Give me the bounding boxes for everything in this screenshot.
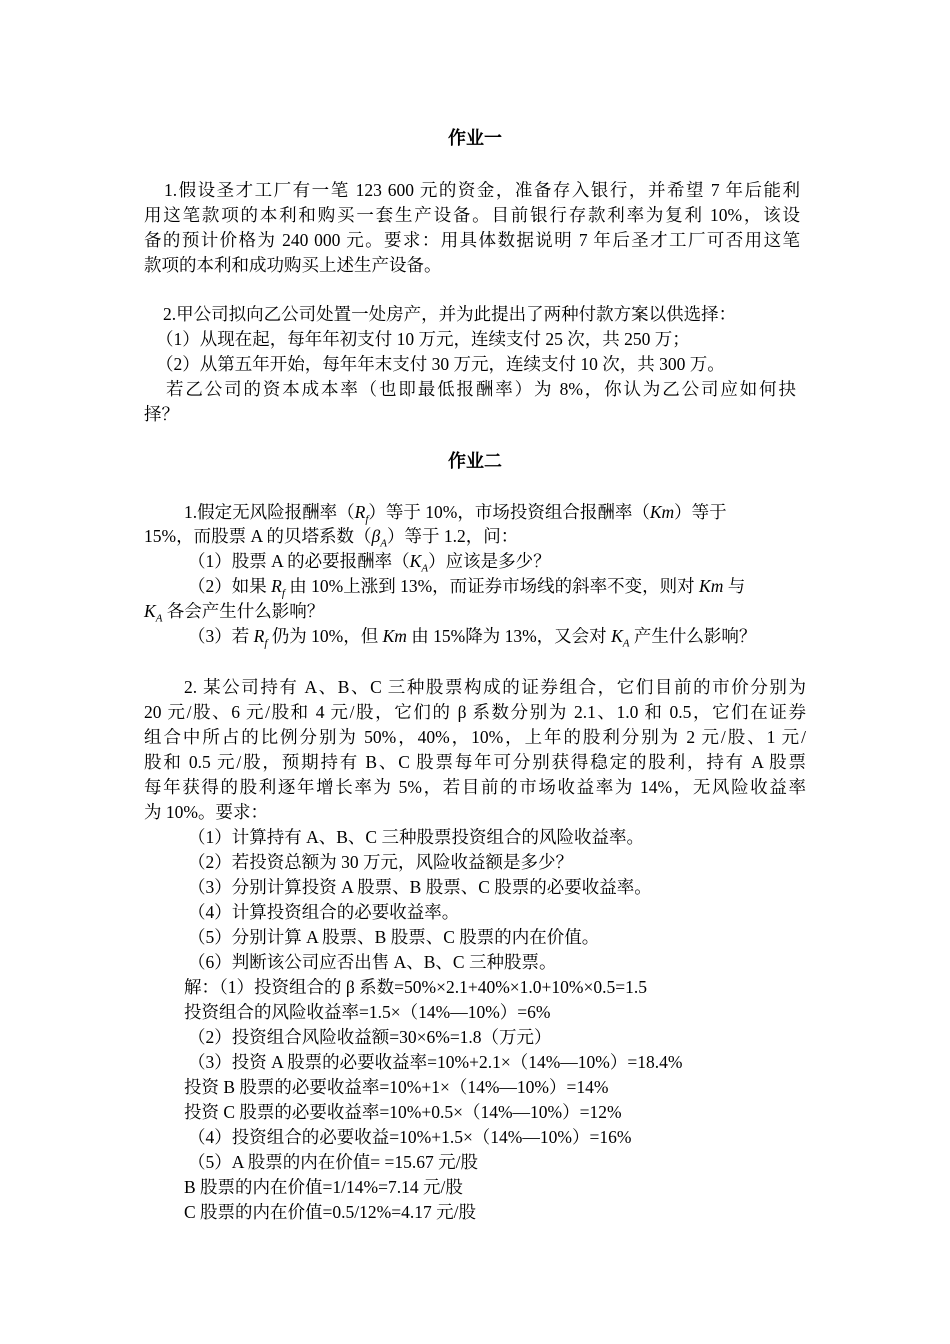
solution-line3: （2）投资组合风险收益额=30×6%=1.8（万元）	[188, 1027, 552, 1047]
solution-line10: C 股票的内在价值=0.5/12%=4.17 元/股	[184, 1202, 476, 1222]
solution-line7: （4）投资组合的必要收益=10%+1.5×（14%—10%）=16%	[188, 1127, 632, 1147]
solution-line2: 投资组合的风险收益率=1.5×（14%—10%）=6%	[184, 1002, 551, 1022]
hw2-q2-line6: 为 10%。要求：	[144, 802, 268, 822]
hw2-q1-sub2: （2）如果 $R_f$ 由 10%上涨到 13%，而证券市场线的斜率不变，则对 Km 与	[188, 576, 746, 600]
hw2-q2-line3: 组合中所占的比例分别为 50%，40%，10%，上年的股利分别为 2 元/股、1 元/	[144, 727, 806, 747]
hw2-title: 作业二	[448, 451, 502, 472]
hw1-q2-line1: 2.甲公司拟向乙公司处置一处房产，并为此提出了两种付款方案以供选择：	[163, 304, 737, 324]
solution-line9: B 股票的内在价值=1/14%=7.14 元/股	[184, 1177, 463, 1197]
hw2-q2-line1: 2. 某公司持有 A、B、C 三种股票构成的证券组合，它们目前的市价分别为	[184, 677, 806, 697]
hw1-q1-line4: 款项的本利和成功购买上述生产设备。	[144, 255, 442, 275]
hw2-q1-sub3: （3）若 $R_f$ 仍为 10%，但 Km 由 15%降为 13%，又会对 $K_A$ 产生什么影响？	[188, 626, 757, 650]
hw2-q2-req1: （1）计算持有 A、B、C 三种股票投资组合的风险收益率。	[188, 827, 644, 847]
hw1-title: 作业一	[448, 128, 502, 149]
solution-line1: 解：（1）投资组合的 β 系数=50%×2.1+40%×1.0+10%×0.5=1.5	[184, 977, 647, 997]
hw2-q1-line1: 1.假定无风险报酬率$(R_f)$等于 10%，市场投资组合报酬率（Km）等于	[184, 502, 727, 526]
solution-line4: （3）投资 A 股票的必要收益率=10%+2.1×（14%—10%）=18.4%	[188, 1052, 683, 1072]
hw2-q2-req3: （3）分别计算投资 A 股票、B 股票、C 股票的必要收益率。	[188, 877, 652, 897]
solution-line8: （5）A 股票的内在价值= =15.67 元/股	[188, 1152, 479, 1172]
hw2-q2-line4: 股和 0.5 元/股，预期持有 B、C 股票每年可分别获得稳定的股利，持有 A 股票	[144, 752, 806, 772]
hw2-q2-line5: 每年获得的股利逐年增长率为 5%，若目前的市场收益率为 14%，无风险收益率	[144, 777, 806, 797]
hw2-q2-req4: （4）计算投资组合的必要收益率。	[188, 902, 460, 922]
hw2-q2-req2: （2）若投资总额为 30 万元，风险收益额是多少？	[188, 852, 573, 872]
hw1-q2-option2: （2）从第五年开始，每年年末支付 30 万元，连续支付 10 次，共 300 万。	[156, 354, 725, 374]
hw2-q2-line2: 20 元/股、6 元/股和 4 元/股，它们的 β 系数分别为 2.1、1.0 和 0.5，它们在证券	[144, 702, 806, 722]
hw2-q1-sub2-cont: $K_A$ 各会产生什么影响？	[144, 601, 325, 625]
hw1-q1-line1: 1.假设圣才工厂有一笔 123 600 元的资金，准备存入银行，并希望 7 年后能利	[164, 180, 800, 200]
hw1-q1-line2: 用这笔款项的本利和购买一套生产设备。目前银行存款利率为复利 10%，该设	[144, 205, 800, 225]
hw2-q1-sub1: （1）股票 A 的必要报酬率$(K_A)$应该是多少？	[188, 551, 551, 575]
hw2-q1-line2: 15%，而股票 A 的贝塔系数$(\beta_A)$等于 1.2，问：	[144, 526, 519, 550]
hw2-q2-req5: （5）分别计算 A 股票、B 股票、C 股票的内在价值。	[188, 927, 600, 947]
solution-line5: 投资 B 股票的必要收益率=10%+1×（14%—10%）=14%	[184, 1077, 609, 1097]
hw2-q2-req6: （6）判断该公司应否出售 A、B、C 三种股票。	[188, 952, 557, 972]
hw1-q2-line5: 择？	[144, 404, 179, 424]
hw1-q2-option1: （1）从现在起，每年年初支付 10 万元，连续支付 25 次，共 250 万；	[156, 329, 690, 349]
solution-line6: 投资 C 股票的必要收益率=10%+0.5×（14%—10%）=12%	[184, 1102, 622, 1122]
hw1-q1-line3: 备的预计价格为 240 000 元。要求：用具体数据说明 7 年后圣才工厂可否用这笔	[144, 230, 800, 250]
hw1-q2-line4: 若乙公司的资本成本率（也即最低报酬率）为 8%，你认为乙公司应如何抉	[166, 379, 796, 399]
